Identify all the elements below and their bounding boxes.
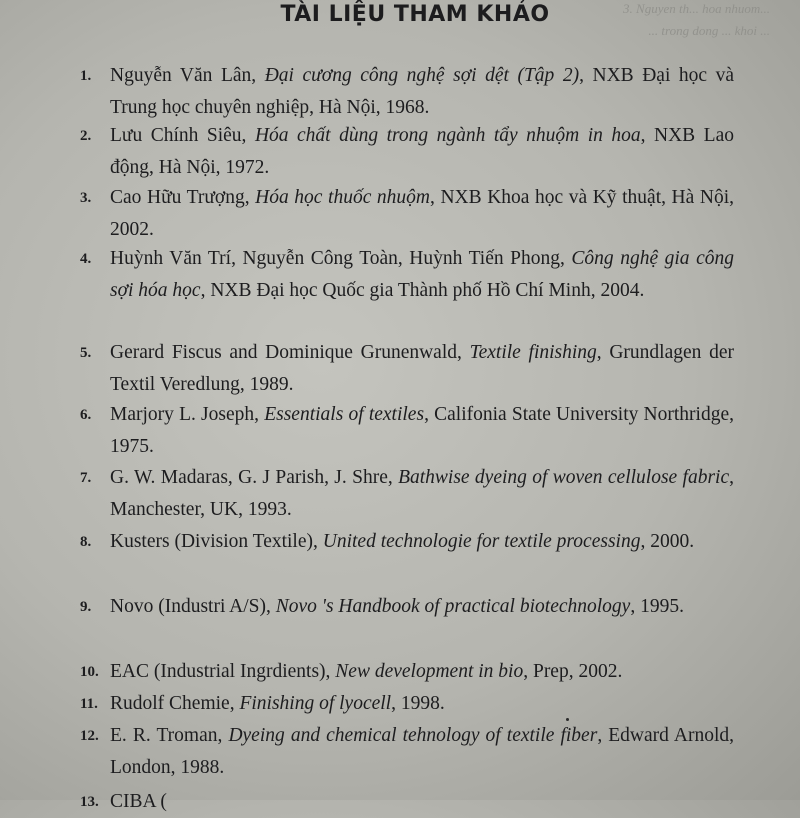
reference-text: Huỳnh Văn Trí, Nguyễn Công Toàn, Huỳnh Tiến Phong, Công nghệ gia công sợi hóa học, NXB Đại học Quốc gia Thành phố Hồ Chí Minh, 2004. [110, 248, 734, 301]
reference-text: E. R. Troman, Dyeing and chemical tehnology of textile fiber, Edward Arnold, London, 1988. [110, 725, 735, 778]
reference-text: Rudolf Chemie, Finishing of lyocell, 1998. [110, 693, 445, 714]
reference-item [80, 462, 734, 526]
reference-text: Cao Hữu Trượng, Hóa học thuốc nhuộm, NXB Khoa học và Kỹ thuật, Hà Nội, 2002. [110, 187, 734, 240]
reference-number: 8. [80, 534, 92, 550]
reference-item [80, 526, 734, 558]
reference-number: 9. [80, 599, 92, 615]
reference-number: 12. [80, 728, 99, 744]
reference-number: 13. [80, 794, 99, 810]
bleed-line: ... trong dong ... khoi ... [648, 23, 770, 38]
reference-item [80, 720, 734, 784]
page-title: TÀI LIỆU THAM KHẢO [280, 2, 550, 27]
reference-text: Novo (Industri A/S), Novo 's Handbook of practical biotechnology, 1995. [110, 596, 684, 617]
reference-number: 3. [80, 190, 92, 206]
reference-item [80, 243, 734, 307]
bleed-line: 3. Nguyen th... hoa nhuom... [623, 1, 770, 16]
reference-item [80, 337, 734, 401]
reference-text: Lưu Chính Siêu, Hóa chất dùng trong ngành tẩy nhuộm in hoa, NXB Lao động, Hà Nội, 1972. [110, 125, 734, 178]
ink-speck [566, 718, 569, 721]
reference-text: Nguyễn Văn Lân, Đại cương công nghệ sợi dệt (Tập 2), NXB Đại học và Trung học chuyên nghiệp, Hà Nội, 1968. [110, 65, 735, 118]
reference-number: 5. [80, 345, 92, 361]
reference-item [80, 60, 734, 124]
reference-text: Marjory L. Joseph, Essentials of textiles, Califonia State University Northridge, 1975. [110, 404, 734, 457]
reference-item [80, 399, 734, 463]
reference-number: 2. [80, 128, 92, 144]
reference-item [80, 182, 734, 246]
reference-number: 4. [80, 251, 92, 267]
reference-item [80, 591, 734, 623]
reference-number: 6. [80, 407, 92, 423]
reference-item [80, 656, 734, 688]
reference-item-partial [80, 786, 734, 818]
reference-number: 10. [80, 664, 99, 680]
reference-number: 11. [80, 696, 98, 712]
reference-number: 1. [80, 68, 92, 84]
reference-text: CIBA ( [110, 791, 167, 812]
reference-text: G. W. Madaras, G. J Parish, J. Shre, Bathwise dyeing of woven cellulose fabric, Manchester, UK, 1993. [110, 467, 734, 520]
reference-item [80, 120, 734, 184]
reference-text: Kusters (Division Textile), United technologie for textile processing, 2000. [110, 531, 695, 552]
reference-text: EAC (Industrial Ingrdients), New development in bio, Prep, 2002. [110, 661, 623, 682]
reference-number: 7. [80, 470, 92, 486]
reference-item [80, 688, 734, 720]
reference-text: Gerard Fiscus and Dominique Grunenwald, Textile finishing, Grundlagen der Textil Veredlung, 1989. [110, 342, 734, 395]
